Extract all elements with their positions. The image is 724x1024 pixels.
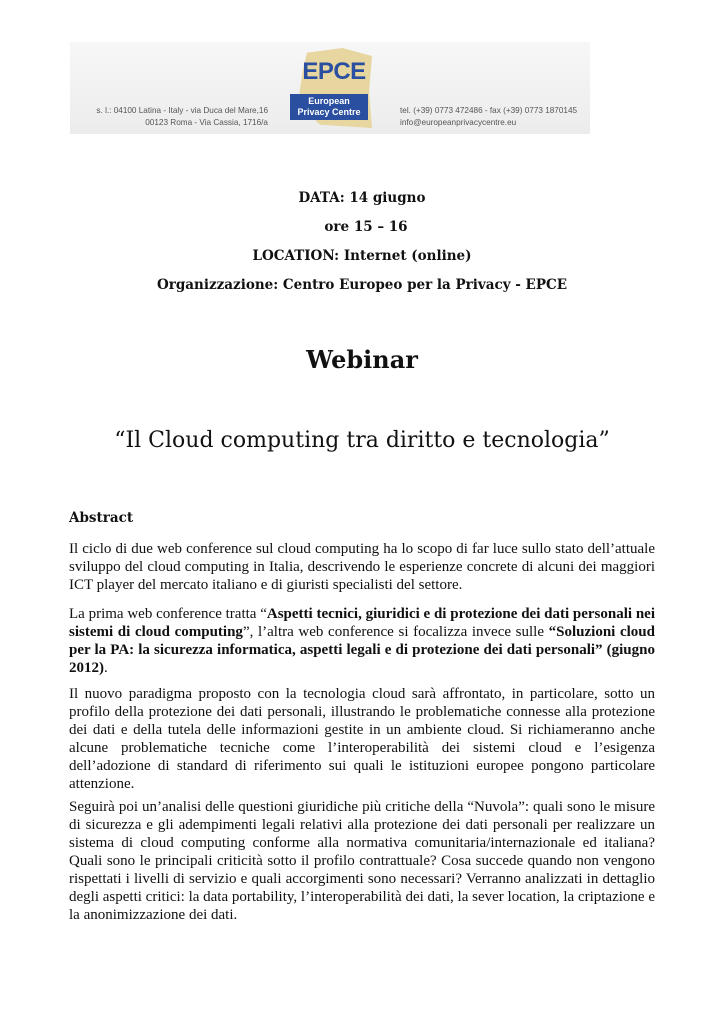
address-line-2: 00123 Roma - Via Cassia, 1716/a xyxy=(145,118,268,127)
p2-text-e: . xyxy=(104,660,108,676)
letterhead xyxy=(70,42,590,134)
abstract-heading: Abstract xyxy=(69,510,134,526)
p2-text-a: La prima web conference tratta “ xyxy=(69,606,267,622)
event-time: ore 15 – 16 xyxy=(324,219,408,235)
event-date: DATA: 14 giugno xyxy=(298,190,426,206)
page-title: Webinar xyxy=(306,345,418,374)
abstract-paragraph-2 xyxy=(69,605,655,677)
p2-bold-b: Aspetti tecnici, giuridici e di protezione dei dati personali nei sistemi di cloud computing xyxy=(69,606,655,640)
p2-bold-d: “Soluzioni cloud per la PA: la sicurezza informatica, aspetti legali e di protezione dei dati personali” (giugno 2012) xyxy=(69,624,655,676)
logo-subtitle xyxy=(290,94,368,120)
logo-subtitle-line-2: Privacy Centre xyxy=(297,107,361,117)
abstract-paragraph-3: Il nuovo paradigma proposto con la tecnologia cloud sarà affrontato, in particolare, sotto un profilo della protezione dei dati personali, illustrando le problematiche connesse alla protezione dei dati e della tutela delle informazioni gestite in un ambiente cloud. Si richiameranno anche alcune problematiche tecniche come l’interoperabilità dei sistemi cloud e l’esigenza dell’adozione di standard di riferimento sui quali le istituzioni europee pongono particolare attenzione. xyxy=(69,686,655,792)
letterhead-contact xyxy=(400,105,590,129)
epce-logo xyxy=(290,48,372,128)
p2-text-c: ”, l’altra web conference si focalizza invece sulle xyxy=(242,624,549,640)
abstract-paragraph-1: Il ciclo di due web conference sul cloud computing ha lo scopo di far luce sullo stato dell’attuale sviluppo del cloud computing in Italia, descrivendo le esperienze concrete di alcuni dei maggiori ICT player del mercato italiano e di giuristi specialisti del settore. xyxy=(69,541,655,593)
address-line-1: s. l.: 04100 Latina - Italy - via Duca del Mare,16 xyxy=(96,106,268,115)
event-location: LOCATION: Internet (online) xyxy=(252,248,472,264)
letterhead-address xyxy=(88,105,268,129)
contact-line-1: tel. (+39) 0773 472486 - fax (+39) 0773 1870145 xyxy=(400,106,578,115)
page-subtitle: “Il Cloud computing tra diritto e tecnologia” xyxy=(114,428,610,453)
event-organization: Organizzazione: Centro Europeo per la Privacy - EPCE xyxy=(156,277,568,293)
logo-text: EPCE xyxy=(302,58,366,85)
abstract-paragraph-4: Seguirà poi un’analisi delle questioni giuridiche più critiche della “Nuvola”: quali sono le misure di sicurezza e gli adempimenti legali relativi alla protezione dei dati personali per realizzare un sistema di cloud computing conforme alla normativa comunitaria/internazionale ed italiana? Quali sono le principali criticità sotto il profilo contrattuale? Cosa succede quando non vengono rispettati i livelli di servizio e quali accorgimenti sono necessari? Verranno analizzati in dettaglio degli aspetti critici: la data portability, l’interoperabilità dei dati, la sever location, la criptazione e la anonimizzazione dei dati. xyxy=(69,799,655,923)
logo-subtitle-line-1: European xyxy=(308,96,350,106)
contact-line-2: info@europeanprivacycentre.eu xyxy=(400,118,517,127)
